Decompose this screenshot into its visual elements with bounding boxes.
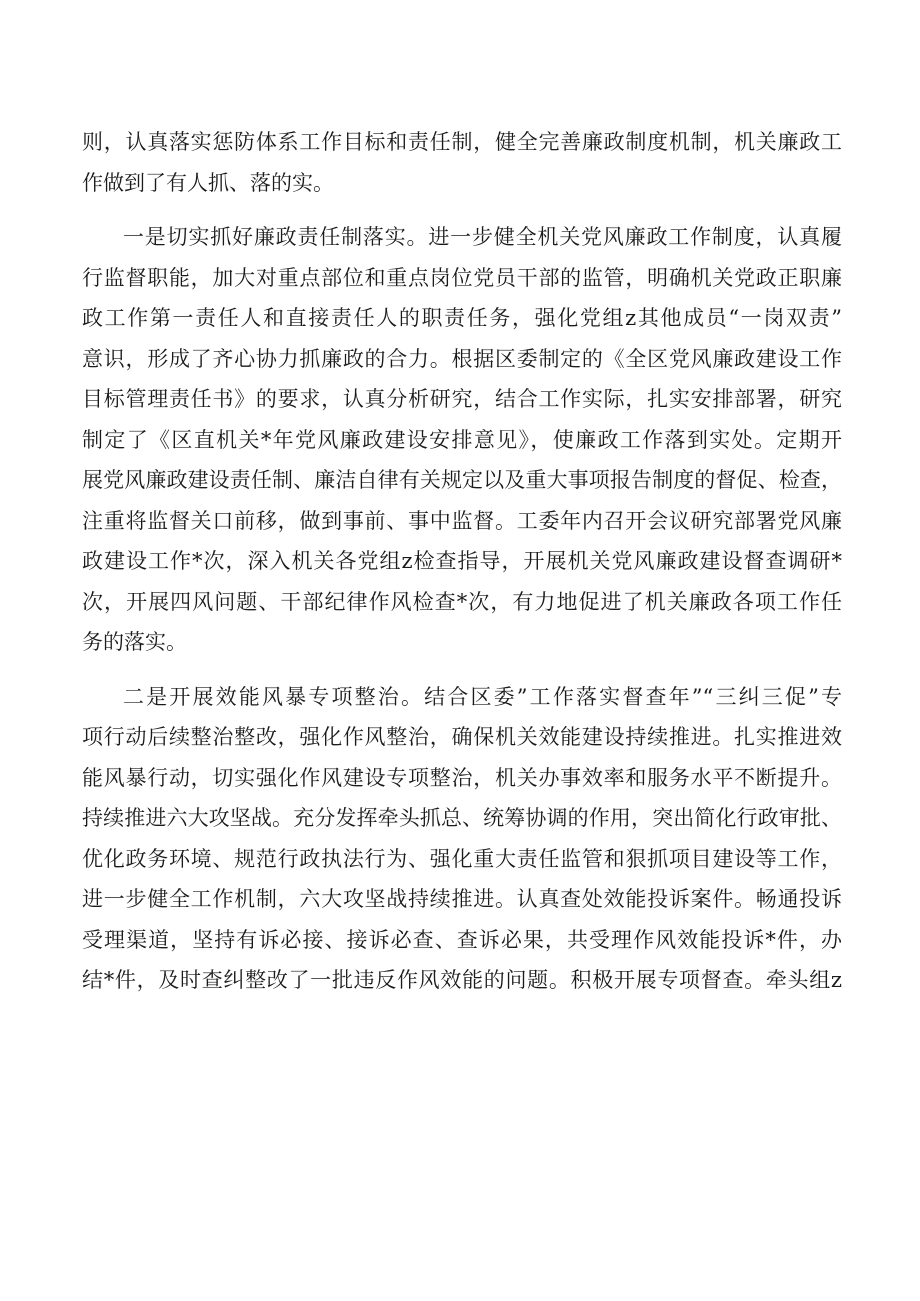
text-line: 政建设工作*次，深入机关各党组z检查指导，开展机关党风廉政建设督查调研* bbox=[82, 549, 842, 573]
text-line: 次，开展四风问题、干部纪律作风检查*次，有力地促进了机关廉政各项工作任 bbox=[82, 589, 842, 614]
text-line: 注重将监督关口前移，做到事前、事中监督。工委年内召开会议研究部署党风廉 bbox=[82, 508, 842, 533]
text-line: 能风暴行动，切实强化作风建设专项整治，机关办事效率和服务水平不断提升。 bbox=[82, 765, 842, 790]
text-line: 优化政务环境、规范行政执法行为、强化重大责任监管和狠抓项目建设等工作， bbox=[82, 846, 842, 871]
text-line: 受理渠道，坚持有诉必接、接诉必查、查诉必果，共受理作风效能投诉*件，办 bbox=[82, 927, 842, 952]
text-line: 意识，形成了齐心协力抓廉政的合力。根据区委制定的《全区党风廉政建设工作 bbox=[82, 346, 842, 371]
text-line: 结*件，及时查纠整改了一批违反作风效能的问题。积极开展专项督查。牵头组z bbox=[82, 968, 842, 992]
text-line: 项行动后续整治整改，强化作风整治，确保机关效能建设持续推进。扎实推进效 bbox=[82, 725, 842, 749]
document-body bbox=[82, 122, 842, 1001]
text-line: 一是切实抓好廉政责任制落实。进一步健全机关党风廉政工作制度，认真履 bbox=[123, 225, 842, 249]
text-line: 二是开展效能风暴专项整治。结合区委”工作落实督查年”“三纠三促”专 bbox=[123, 684, 842, 709]
paragraph bbox=[82, 122, 842, 203]
text-line: 则，认真落实惩防体系工作目标和责任制，健全完善廉政制度机制，机关廉政工 bbox=[82, 130, 842, 154]
text-line: 政工作第一责任人和直接责任人的职责任务，强化党组z其他成员“一岗双责” bbox=[82, 306, 842, 330]
text-line: 行监督职能，加大对重点部位和重点岗位党员干部的监管，明确机关党政正职廉 bbox=[82, 265, 842, 290]
text-line: 务的落实。 bbox=[82, 630, 187, 654]
text-line: 进一步健全工作机制，六大攻坚战持续推进。认真查处效能投诉案件。畅通投诉 bbox=[82, 887, 842, 911]
text-line: 展党风廉政建设责任制、廉洁自律有关规定以及重大事项报告制度的督促、检查， bbox=[82, 468, 842, 492]
paragraph bbox=[82, 217, 842, 663]
text-line: 持续推进六大攻坚战。充分发挥牵头抓总、统筹协调的作用，突出简化行政审批、 bbox=[82, 806, 842, 830]
text-line: 制定了《区直机关*年党风廉政建设安排意见》，使廉政工作落到实处。定期开 bbox=[82, 427, 842, 452]
text-line: 作做到了有人抓、落的实。 bbox=[82, 170, 334, 195]
paragraph bbox=[82, 677, 842, 1001]
text-line: 目标管理责任书》的要求，认真分析研究，结合工作实际，扎实安排部署，研究 bbox=[82, 387, 842, 411]
